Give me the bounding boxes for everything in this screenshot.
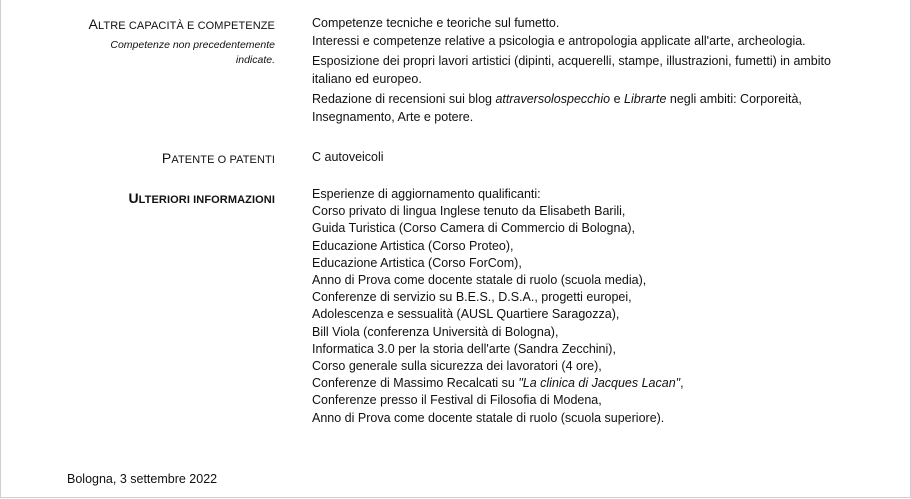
blog-name: attraversolospecchio (495, 92, 611, 106)
list-item: Corso generale sulla sicurezza dei lavoratori (4 ore), (312, 359, 602, 374)
list-item: Educazione Artistica (Corso Proteo), (312, 238, 514, 253)
section-heading-patente: PATENTE O PATENTI (161, 150, 275, 166)
list-item: Conferenze di servizio su B.E.S., D.S.A., progetti europei, (312, 290, 632, 305)
section-heading-ulteriori-informazioni: ULTERIORI INFORMAZIONI (128, 190, 275, 206)
list-item: Conferenze presso il Festival di Filosofia di Modena, (312, 393, 602, 408)
list-item: Corso privato di lingua Inglese tenuto da Elisabeth Barili, (312, 204, 626, 219)
list-item: Bill Viola (conferenza Università di Bologna), (312, 324, 559, 339)
list-item: Guida Turistica (Corso Camera di Commercio di Bologna), (312, 221, 636, 236)
section-heading-altre-capacita: ALTRE CAPACITÀ E COMPETENZE (88, 16, 275, 32)
section-content-patente (312, 148, 872, 166)
intro-line: Esperienze di aggiornamento qualificanti: (312, 187, 541, 201)
conference-title: "La clinica di Jacques Lacan" (518, 376, 681, 391)
list-item: Anno di Prova come docente statale di ruolo (scuola superiore). (312, 410, 665, 425)
list-item: Adolescenza e sessualità (AUSL Quartiere Saragozza), (312, 307, 620, 322)
section-content-ulteriori-informazioni (312, 186, 872, 427)
content-line: Interessi e competenze relative a psicologia e antropologia applicate all'arte, archeologia. (312, 34, 806, 48)
content-line-recensioni: Redazione di recensioni sui blog attraversolospecchio e Librarte negli ambiti: Corporeità, Insegnamento, Arte e potere. (312, 92, 802, 124)
list-item: Anno di Prova come docente statale di ruolo (scuola media), (312, 273, 647, 288)
list-item: Educazione Artistica (Corso ForCom), (312, 255, 522, 270)
section-subheading-altre-capacita: Competenze non precedentemente indicate. (110, 39, 275, 66)
list-item: Informatica 3.0 per la storia dell'arte (Sandra Zecchini), (312, 341, 616, 356)
content-line: Competenze tecniche e teoriche sul fumetto. (312, 16, 560, 30)
blog-name: Librarte (624, 92, 667, 106)
patente-value: C autoveicoli (312, 150, 384, 164)
list-item-recalcati: Conferenze di Massimo Recalcati su "La clinica di Jacques Lacan", (312, 376, 684, 391)
place-date: Bologna, 3 settembre 2022 (67, 472, 218, 486)
section-content-altre-capacita (312, 14, 872, 126)
content-line: Esposizione dei propri lavori artistici (dipinti, acquerelli, stampe, illustrazioni, fumetti) in ambito italiano ed europeo. (312, 54, 831, 86)
